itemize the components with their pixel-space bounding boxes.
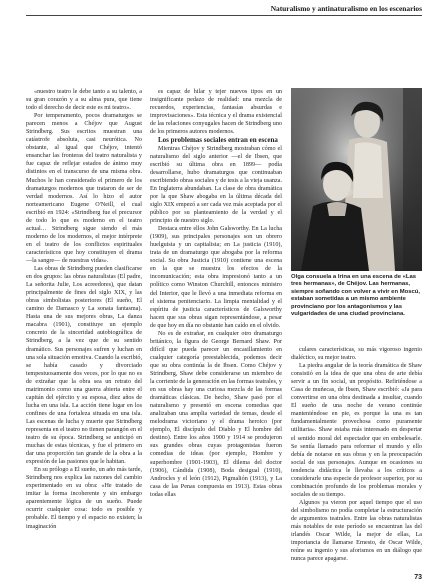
paragraph: Algunos ya vieron por aquel tiempo que el uso del simbolismo no podía completar la estructuración de argumentos teatrales. Entre las obras naturalistas más notables de este período se encuentran las del irlandés Oscar Wilde, la mejor de ellas, La importancia de llamarse Ernesto, de Oscar Wilde, reúne su ingenio y sus aforismos en un diálogo que nunca parece apagarse. [291, 499, 422, 563]
header-rule [26, 15, 422, 16]
paragraph: Mientras Chéjov y Strindberg mostraban cómo el naturalismo del siglo anterior —el de Ibsen, que escribió su última obra en 1899— podía desarrollarse, hubo dramaturgos que continuaban escribiendo obras sociales y de tesis a la vieja usanza. En Inglaterra abundaban. La clase de obra dramática por la que Shaw abogaba en la última década del siglo XIX empezó a ser cada vez más aceptada por el público por su planteamiento de la verdad y el principio de nuestro siglo. [150, 145, 282, 225]
paragraph: Las obras de Strindberg pueden clasificarse en dos grupos: las obras naturalistas (El padre, La señorita Julie, Los acreedores), que datan principalmente de fines del siglo XIX, y las obras simbolistas posteriores (El sueño, El camino de Damasco y La sonata fantasma). Hasta una de sus mejores obras, La danza macabra (1901), constituye un ejemplo concreto de la sinceridad autobiográfica de Strindberg, a la vez que de su sentido dramático. Sus personajes sufren y luchan en una sola situación emotiva. Cuando la escribió, se había casado y divorciado tempestuosamente dos veces, por lo que no es de extrañar que la obra sea un retrato del matrimonio como una guerra abierta entre el capitán del ejército y su esposa, diez años de lucha en una isla. La acción tiene lugar en los confines de una fortaleza situada en una isla. Las escenas de lucha y muerte que Strindberg representa en el teatro no tienen parangón en el teatro de su época. Strindberg se anticipó en muchas de estas técnicas, y fue el primero en dar una proporción tan grande de la obra a la expresión de las pasiones que le habitan. [26, 266, 142, 466]
paragraph: «nuestro teatro le debe tanto a su talento, a su gran corazón y a su alma pura, que tiene todo el derecho de decir este es mi teatro». [26, 89, 142, 112]
paragraph: culares características, su más vigoroso ingenio dialéctico, su mejor teatro. [291, 347, 422, 362]
paragraph: Destaca entre ellos John Galsworthy. En La lucha (1909), sus principales personajes son un obrero huelguista y un capitalista; en La justicia (1910), trata de un dramaturgo que abogaba por la reforma social. Su obra Justicia (1910) contiene una escena en la que se muestra los efectos de la incomunicación; esta obra impresionó tanto a un político como Winston Churchill, entonces ministro del Interior, que le llevó a una inmediata reforma en el sistema penitenciario. La limpia mentalidad y el espíritu de justicia característicos de Galsworthy hacen que sus obras sigan representándose, a pesar de que hoy en día no obstante han caído en el olvido. [150, 226, 282, 329]
section-subheading: Los problemas sociales entran en escena [158, 136, 278, 145]
photo-illustration [291, 88, 422, 271]
text-column-2 [150, 88, 282, 580]
paragraph: es capaz de hilar y tejer nuevos tipos en un insignificante pedazo de realidad: una mezcla de recuerdos, experiencias, fantasías absurdas e improvisaciones». Esta técnica y el drama existencial de las relaciones conyugales hacen de Strindberg uno de los primeros autores modernos. [150, 89, 282, 136]
paragraph: Por temperamento, pocos dramaturgos se parecen menos a Chéjov que August Strindberg. Sus escritos muestran una catástrofe absoluta, casi neurótica. No obstante, al igual que Chéjov, intentó ensanchar las fronteras del teatro naturalista y fue capaz de reflejar estados de ánimo muy distintos en el transcurso de una misma obra. Muchos le han considerado el primero de los dramaturgos modernos que trataron de ser de verdad modernos. Así lo hizo el autor norteamericano Eugene O'Neill, el cual escribió en 1924: «Strindberg fue el precursor de todo lo que es moderno en el teatro actual… Strindberg sigue siendo el más moderno de los modernos, el mejor intérprete en el teatro de los conflictos espirituales característicos que hoy constituyen el drama —la sangre— de nuestras vidas». [26, 113, 142, 264]
photo-caption: Olga consuela a Irina en una escena de «Las tres hermanas», de Chéjov. Las hermanas, siempre soñando con volver a vivir en Moscú, estaban sometidas a un mismo ambiente provinciano por los antagonismos y las vulgaridades de una ciudad provinciana. [291, 274, 420, 318]
paragraph: La piedra angular de la teoría dramática de Shaw consistió en la idea de que una obra de arte debía servir a un fin social, un propósito. Refiriéndose a Casa de muñecas, de Ibsen, Shaw escribió: «Ja para convertirse en una obra destinada a insultar, cuando El sueño de una noche de verano continúe manteniéndose en pie, es porque la una es tan fundamentalmente provechosa como puramente utilitaria». Shaw estaba más interesado en despertar el sentido moral del espectador que en embelesarle. Se sentía llamado para reformar el mundo y ello debía de notarse en sus obras y en la preocupación social de sus personajes. Aunque en ocasiones su tendencia didáctica le llevaba a los críticos a considerarle una especie de profesor superior, por su combinación profundo de los problemas morales y sociales de su tiempo. [291, 363, 422, 498]
text-column-1 [26, 88, 142, 580]
running-header: Naturalismo y antinaturalismo en los escenarios [270, 4, 422, 13]
paragraph: En su prólogo a El sueño, un año más tarde, Strindberg nos explica las razones del cambio experimentado en su obra: «He tratado de imitar la forma incoherente y sin embargo aparentemente lógica de un sueño. Puede ocurrir cualquier cosa: todo es posible y probable. El tiempo y el espacio no existen; la imaginación [26, 467, 142, 530]
paragraph: No es de extrañar, en cualquier otro dramaturgo británico, la figura de George Bernard Shaw. Por difícil que pueda parecer un encasillamiento en cualquier categoría preestablecida, podemos decir que su obra continúa la de Ibsen. Como Chéjov y Strindberg, Shaw debe considerarse un miembro de la corriente de la generación en las formas teatrales, y en sus obras hay una curiosa mezcla de las formas dramáticas clásicas. De hecho, Shaw pasó por el naturalismo y presentó en escena comedias que analizaban una amplia variedad de temas, desde el melodrama victoriano y el drama heroico (por ejemplo, El discípulo del Diablo y El hombre del destino). Entre los años 1900 y 1914 se produjeron sus grandes obras cuyas protagonistas fueron comedias de ideas (por ejemplo, Hombre y superhombre (1901-1903), El dilema del doctor (1906), Cándida (1908), Boda desigual (1910), Androcles y el león (1912), Pigmalión (1913), y La casa de las Penas compuesta en 1913). Estas obras todas ellas [150, 330, 282, 498]
text-column-3 [291, 346, 422, 578]
theatre-photo [291, 88, 422, 271]
page-number: 73 [414, 574, 422, 581]
